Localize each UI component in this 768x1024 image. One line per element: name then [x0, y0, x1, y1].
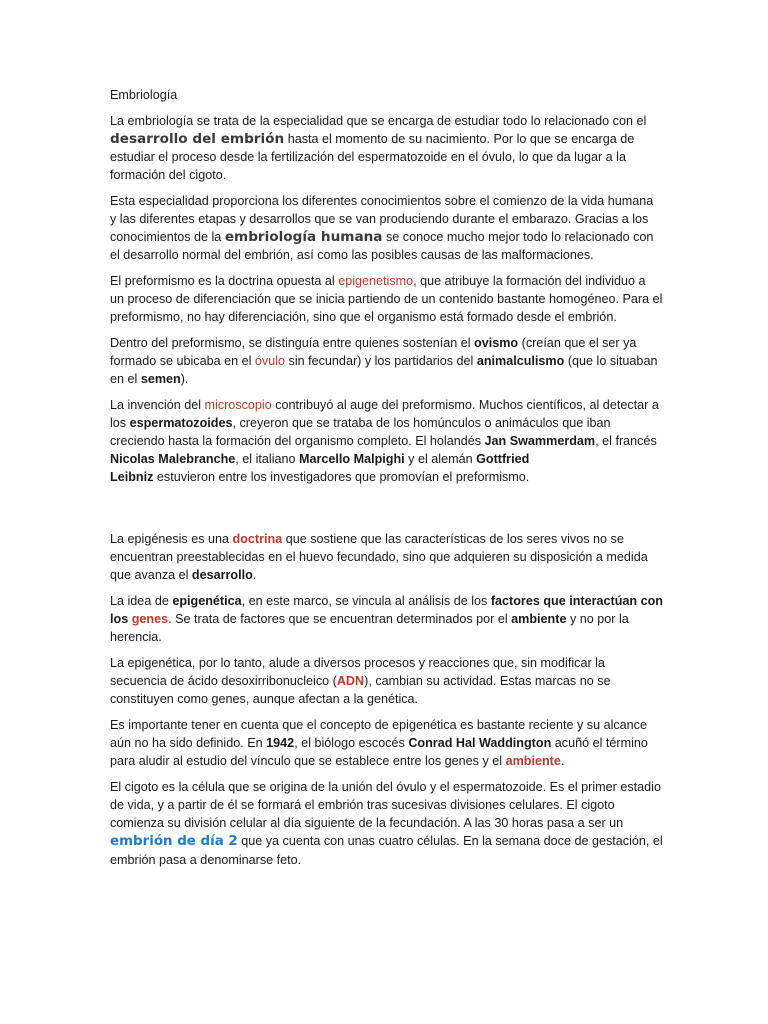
paragraph-9 — [110, 716, 663, 770]
text: que sostiene que las características de los seres vivos no se encuentran preestablecidas en el huevo fecundado, sino que adquieren su disposición a medida que avanza el — [110, 532, 648, 582]
text: , que atribuye la formación del individuo a un proceso de diferenciación que se inicia partiendo de un contenido bastante homogéneo. Para el preformismo, no hay diferenciación, sino que el organismo está formado desde el embrión. — [110, 274, 663, 324]
text: El preformismo es la doctrina opuesta al — [110, 274, 339, 288]
text: . — [252, 568, 257, 582]
text: , el francés — [595, 434, 657, 448]
bold-desarrollo: desarrollo — [191, 568, 253, 582]
paragraph-4 — [110, 334, 663, 388]
text: ). — [180, 372, 189, 386]
spacer — [110, 494, 663, 530]
text: , el biólogo escocés — [294, 736, 409, 750]
text: ), cambian su actividad. Estas marcas no se constituyen como genes, aunque afectan a la genética. — [110, 674, 611, 706]
emphasis-embriologia-humana: embriología humana — [224, 229, 383, 245]
paragraph-1 — [110, 112, 663, 184]
text: . — [560, 754, 565, 768]
bold-nicolas-malebranche: Nicolas Malebranche — [110, 452, 236, 466]
link-ovulo[interactable]: óvulo — [254, 354, 286, 368]
text: se conoce mucho mejor todo lo relacionado con el desarrollo normal del embrión, así como las posibles causas de las malformaciones. — [110, 230, 654, 262]
text: Esta especialidad proporciona los diferentes conocimientos sobre el comienzo de la vida humana y las diferentes etapas y desarrollos que se van produciendo durante el embarazo. Gracias a los conocimientos de la — [110, 194, 654, 244]
text: (que lo situaban en el — [110, 354, 658, 386]
bold-animalculismo: animalculismo — [476, 354, 565, 368]
text: La invención del — [110, 398, 205, 412]
paragraph-10 — [110, 778, 663, 869]
bold-leibniz: Leibniz — [110, 470, 154, 484]
text: , creyeron que se trataba de los homúnculos o animáculos que iban creciendo hasta la formación del organismo completo. El holandés — [110, 416, 611, 448]
bold-ambiente: ambiente — [511, 612, 567, 626]
text: La epigenética, por lo tanto, alude a diversos procesos y reacciones que, sin modificar la secuencia de ácido desoxirribonucleico ( — [110, 656, 605, 688]
text: Dentro del preformismo, se distinguía entre quienes sostenían el — [110, 336, 475, 350]
text: El cigoto es la célula que se origina de la unión del óvulo y el espermatozoide. Es el primer estadio de vida, y a partir de él se formará el embrión tras sucesivas divisiones celulares. El cigoto comienza su división celular al día siguiente de la fecundación. A las 30 horas pasa a ser un — [110, 780, 661, 830]
text: La idea de — [110, 594, 173, 608]
text: y no por la herencia. — [110, 612, 629, 644]
bold-semen: semen — [140, 372, 181, 386]
text: Es importante tener en cuenta que el concepto de epigenética es bastante reciente y su alcance aún no ha sido definido. En — [110, 718, 647, 750]
bold-espermatozoides: espermatozoides — [129, 416, 233, 430]
text: estuvieron entre los investigadores que promovían el preformismo. — [153, 470, 530, 484]
text: (creían que el ser ya formado se ubicaba en el — [110, 336, 637, 368]
link-ambiente[interactable]: ambiente — [505, 754, 561, 768]
bold-1942: 1942 — [266, 736, 295, 750]
text: La embriología se trata de la especialidad que se encarga de estudiar todo lo relacionado con el — [110, 114, 647, 128]
link-genes[interactable]: genes — [131, 612, 169, 626]
text: que ya cuenta con unas cuatro células. En la semana doce de gestación, el embrión pasa a denominarse feto. — [110, 834, 663, 867]
link-doctrina[interactable]: doctrina — [232, 532, 283, 546]
text: , en este marco, se vincula al análisis de los — [241, 594, 491, 608]
text: sin fecundar) y los partidarios del — [285, 354, 477, 368]
emphasis-desarrollo-embrion: desarrollo del embrión — [110, 131, 285, 147]
bold-gottfried: Gottfried — [476, 452, 530, 466]
document-title: Embriología — [110, 88, 178, 102]
text: hasta el momento de su nacimiento. Por lo que se encarga de estudiar el proceso desde la fertilización del espermatozoide en el óvulo, lo que da lugar a la formación del cigoto. — [110, 132, 635, 182]
bold-jan-swammerdam: Jan Swammerdam — [484, 434, 596, 448]
bold-factores: factores que interactúan con los — [110, 594, 663, 626]
link-epigenetismo[interactable]: epigenetismo — [338, 274, 414, 288]
paragraph-6 — [110, 530, 663, 584]
text: contribuyó al auge del preformismo. Muchos científicos, al detectar a los — [110, 398, 659, 430]
bold-conrad-hal-waddington: Conrad Hal Waddington — [408, 736, 552, 750]
paragraph-2 — [110, 192, 663, 264]
link-adn[interactable]: ADN — [336, 674, 365, 688]
paragraph-5 — [110, 396, 663, 486]
link-embrion-dia-2[interactable]: embrión de día 2 — [110, 834, 238, 849]
bold-ovismo: ovismo — [474, 336, 519, 350]
paragraph-8 — [110, 654, 663, 708]
text: La epigénesis es una — [110, 532, 233, 546]
text: y el alemán — [404, 452, 477, 466]
paragraph-7 — [110, 592, 663, 646]
text: , el italiano — [235, 452, 300, 466]
text: acuñó el término para aludir al estudio del vínculo que se establece entre los genes y el — [110, 736, 648, 768]
bold-epigenetica: epigenética — [172, 594, 242, 608]
text: . Se trata de factores que se encuentran determinados por el — [168, 612, 512, 626]
paragraph-3 — [110, 272, 663, 326]
link-microscopio[interactable]: microscopio — [204, 398, 272, 412]
bold-marcello-malpighi: Marcello Malpighi — [299, 452, 405, 466]
